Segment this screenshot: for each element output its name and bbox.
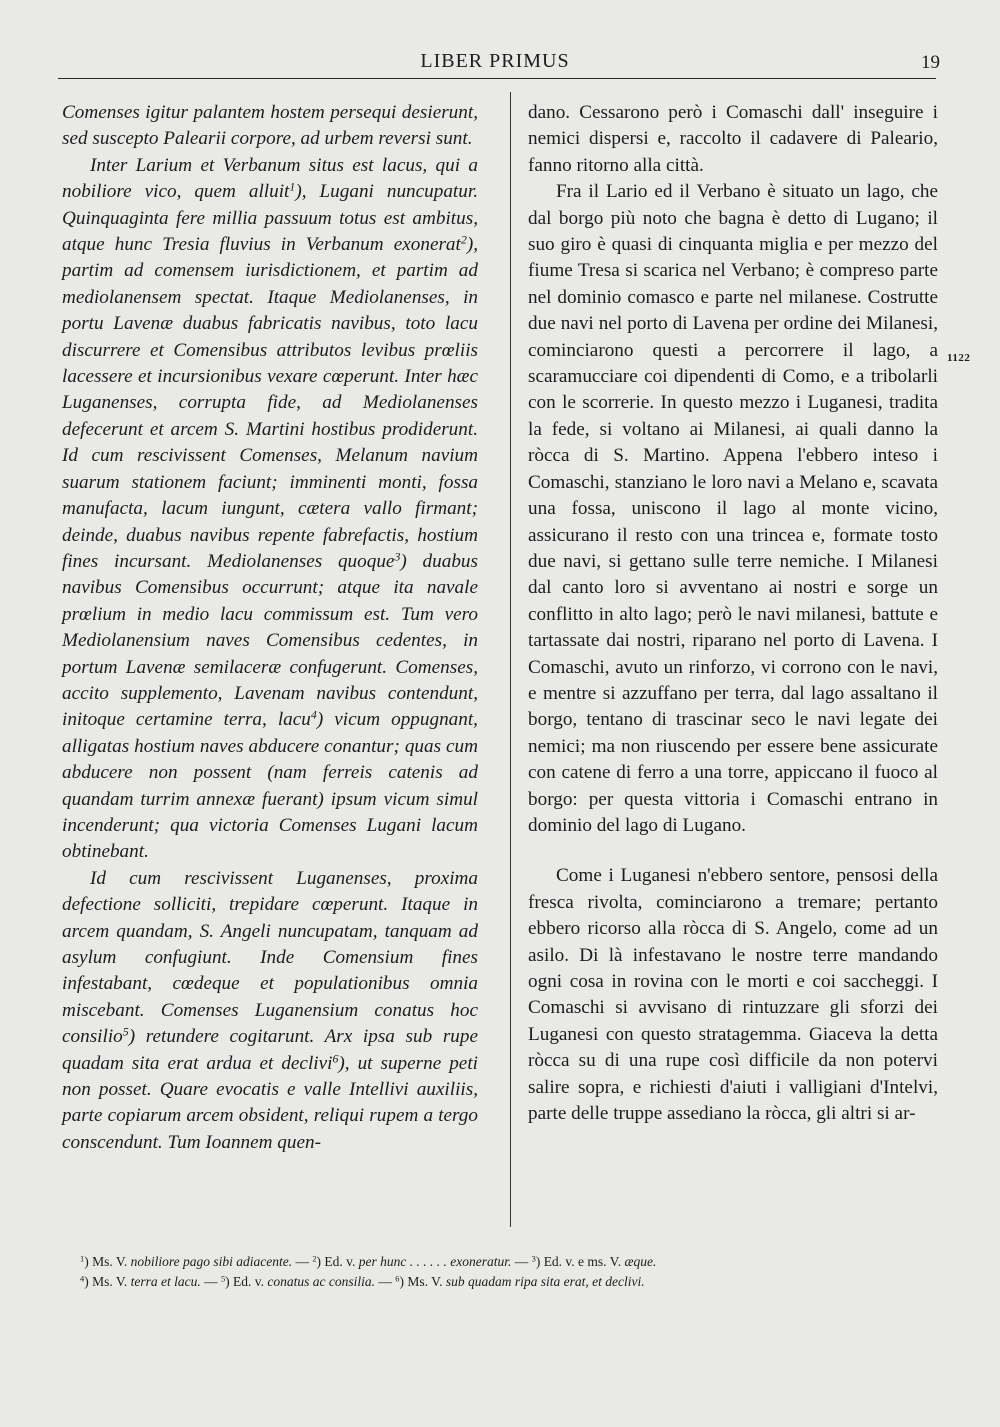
- footnote-number: 1: [80, 1254, 85, 1264]
- footnote-number: 4: [80, 1274, 85, 1284]
- footnote-variant: terra et lacu.: [130, 1274, 201, 1289]
- footnote-separator: —: [511, 1254, 532, 1269]
- footnote-line-1: $^1$) Ms. V. nobiliore pago sibi adiacente. — $^2$) Ed. v. per hunc . . . . . . exoneratur. — $^3$) Ed. v. e ms. V. æque.: [80, 1254, 657, 1269]
- footnote-variant: per hunc . . . . . . exoneratur.: [358, 1254, 512, 1269]
- latin-paragraph-1: [62, 100, 478, 153]
- footnote-ref-6: 6: [332, 1051, 339, 1066]
- paragraph-gap: [528, 839, 938, 863]
- footnote-separator: —: [292, 1254, 313, 1269]
- page-number: 19: [921, 52, 940, 73]
- latin-text-3: ), Lugani nuncupatur. Quinquaginta fere millia passuum totus est ambitus, atque hunc Tresia fluvius in Verbanum exonerat: [62, 181, 478, 256]
- italian-paragraph-2: Fra il Lario ed il Verbano è situato un lago, che dal borgo più noto che bagna è detto di Lugano; il suo giro è quasi di cinquanta miglia e per mezzo del fiume Tresa si scarica nel Verbano; è compreso parte nel dominio comasco e parte nel milanese. Costrutte due navi nel porto di Lavena per ordine dei Milanesi, cominciarono questi a percorrere il lago, a scaramucciare coi dipendenti di Como, e a tribolarli con le scorrerie. In questo mezzo i Luganesi, tradita la fede, si voltano ai Milanesi, ai quali danno la ròcca di S. Martino. Appena l'ebbero inteso i Comaschi, stanziano le loro navi a Melano e, scavata una fossa, uniscono il lago al monte vicino, assicurano il resto con una trincea e, formate tosto due navi, si gettano sulle terre nemiche. I Milanesi dal canto loro si avventano ai nostri e sorge un conflitto in alto lago; però le navi milanesi, battute e tartassate dai nostri, riparano nel porto di Lavena. I Comaschi, avuto un rinforzo, vi corrono con le navi, e mentre si azzuffano per terra, dal lago assaltano il borgo, tentano di trascinar seco le navi legate dei nemici; ma non riuscendo per essere bene assicurate con catene di ferro a una torre, appiccano il fuoco al borgo: per questa vittoria i Comaschi entrano in dominio del lago di Lugano.: [528, 181, 938, 836]
- latin-text-7: Id cum rescivissent Luganenses, proxima defectione solliciti, trepidare cœperunt. Itaque in arcem quandam, S. Angeli nuncupatam, tanquam ad asylum confugiunt. Inde Comensium fines infestabant, cœdeque et populationibus omnia miscebant. Comenses Luganensium conatus hoc consilio: [62, 867, 478, 1048]
- latin-paragraph-2: [62, 153, 478, 866]
- footnote-number: 3: [531, 1254, 536, 1264]
- latin-text-5: ) duabus navibus Comensibus occurrunt; atque ita navale prœlium in medio lacu commissum est. Tum vero Mediolanensium naves Comensibus cedentes, in portum Lavenæ semilaceræ confugerunt. Comenses, accito supplemento, Lavenam navibus contendunt, initoque certamine terra, lacu: [62, 550, 478, 731]
- margin-year-note: 1122: [947, 352, 971, 364]
- italian-paragraph-3: Come i Luganesi n'ebbero sentore, pensosi della fresca rivolta, cominciarono a tremare; pertanto ebbero ricorso alla ròcca di S. Angelo, come ad un asilo. Di là infestavano le nostre terre mandando ogni cosa in rovina con le morti e coi saccheggi. I Comaschi si avvisano di rintuzzare gli sforzi dei Luganesi con questo stratagemma. Giaceva la detta ròcca su di una rupe così difficile da non potervi salire sopra, e richiesti d'aiuti i valligiani d'Intelvi, parte delle truppe assediano la ròcca, gli altri si ar-: [528, 865, 938, 1125]
- footnote-ref-4: 4: [310, 707, 317, 722]
- latin-column: [62, 100, 478, 1156]
- footnote-source: Ed. v.: [324, 1254, 356, 1269]
- latin-text-2: Inter Larium et Verbanum situs est lacus, qui a nobiliore vico, quem alluit: [62, 154, 478, 203]
- footnote-separator: —: [375, 1274, 396, 1289]
- footnote-ref-5: 5: [122, 1024, 129, 1039]
- footnote-variant: conatus ac consilia.: [267, 1274, 376, 1289]
- latin-text-4: ), partim ad comensem iurisdictionem, et partim ad mediolanensem spectat. Itaque Mediolanenses, in portu Lavenæ duabus fabricatis navibus, toto lacu discurrere et Comensibus attributos levibus prœliis lacessere et incursionibus vexare cœperunt. Inter hæc Luganenses, corrupta fide, ad Mediolanenses defecerunt et arcem S. Martini hostibus prodiderunt. Id cum rescivissent Comenses, Melanum navium suarum stationem faciunt; imminenti monti, fossa manufacta, lacum iungunt, cætera vallo firmant; deinde, duabus navibus repente fabrefactis, hostium fines incursant. Mediolanenses quoque: [62, 234, 478, 572]
- footnote-ref-3: 3: [394, 549, 401, 564]
- header-rule: [58, 78, 936, 79]
- latin-text-9: ), ut superne peti non posset. Quare evocatis e valle Intellivi auxiliis, parte copiarum arcem obsident, reliqui rupem a tergo conscendunt. Tum Ioannem quen-: [62, 1052, 478, 1153]
- footnote-ref-1: 1: [289, 179, 296, 194]
- footnote-number: 5: [220, 1274, 226, 1284]
- italian-column: [528, 100, 938, 1127]
- footnote-source: Ed. v.: [233, 1274, 265, 1289]
- column-divider: [510, 92, 511, 1227]
- latin-paragraph-3: [62, 866, 478, 1156]
- footnote-line-2: $^4$) Ms. V. terra et lacu. — $^5$) Ed. v. conatus ac consilia. — $^6$) Ms. V. sub quadam ripa sita erat, et declivi.: [80, 1274, 645, 1289]
- latin-text-8: ) retundere cogitarunt. Arx ipsa sub rupe quadam sita erat ardua et declivi: [62, 1026, 478, 1074]
- footnote-variant: æque.: [624, 1254, 657, 1269]
- footnote-source: Ed. v. e ms. V.: [543, 1254, 622, 1269]
- footnote-number: 6: [395, 1274, 400, 1284]
- running-header: LIBER PRIMUS: [420, 50, 570, 72]
- italian-paragraph-1: dano. Cessarono però i Comaschi dall' inseguire i nemici dispersi e, raccolto il cadavere di Paleario, fanno ritorno alla città.: [528, 102, 938, 176]
- footnote-ref-2: 2: [460, 232, 467, 247]
- footnote-number: 2: [312, 1254, 317, 1264]
- footnote-separator: —: [200, 1274, 221, 1289]
- footnote-source: Ms. V.: [92, 1254, 128, 1269]
- footnote-source: Ms. V.: [407, 1274, 443, 1289]
- latin-text-6: ) vicum oppugnant, alligatas hostium naves abducere conantur; quas cum abducere non possent (nam ferreis catenis ad quandam turrim annexæ fuerant) ipsum vicum simul incenderunt; qua victoria Comenses Lugani lacum obtinebant.: [62, 709, 478, 863]
- footnote-source: Ms. V.: [92, 1274, 128, 1289]
- footnote-variant: sub quadam ripa sita erat, et declivi.: [445, 1274, 645, 1289]
- footnote-variant: nobiliore pago sibi adiacente.: [130, 1254, 293, 1269]
- latin-text-1: Comenses igitur palantem hostem persequi desierunt, sed suscepto Palearii corpore, ad urbem reversi sunt.: [62, 102, 478, 150]
- footnotes: [80, 1252, 960, 1292]
